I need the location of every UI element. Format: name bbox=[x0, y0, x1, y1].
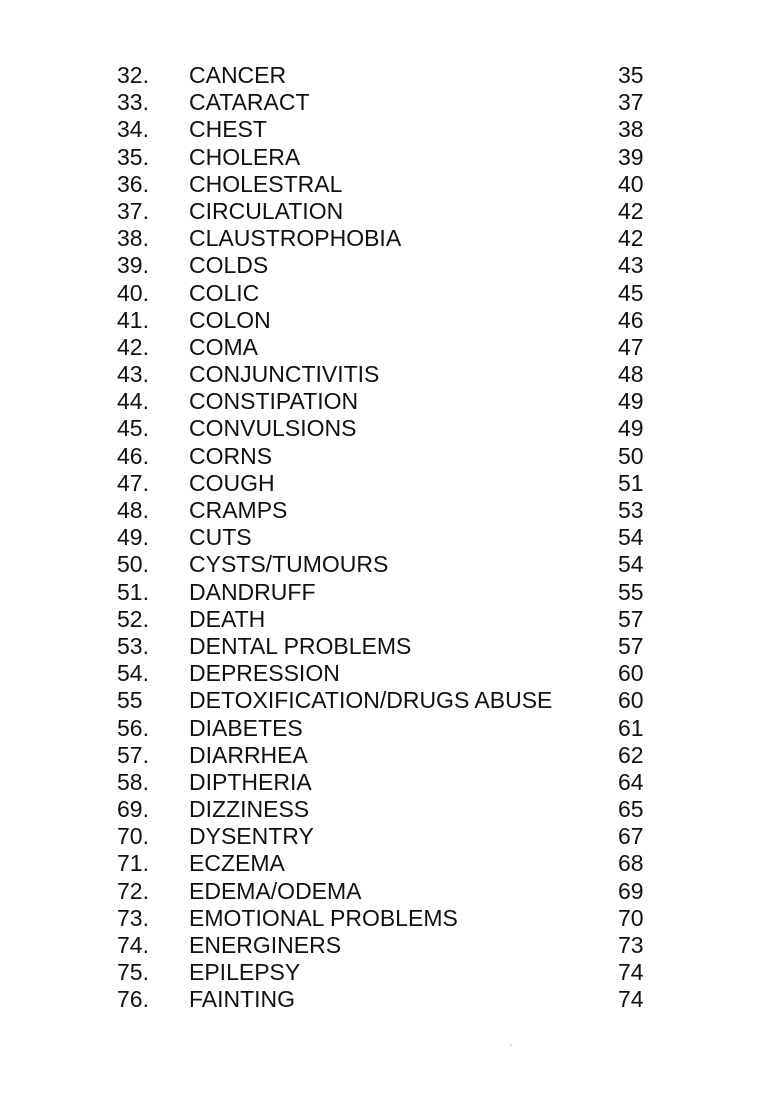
entry-number: 72. bbox=[117, 877, 149, 904]
toc-entry bbox=[0, 850, 780, 877]
entry-number: 32. bbox=[117, 62, 149, 88]
entry-page-number: 42 bbox=[618, 225, 644, 252]
entry-title: COUGH bbox=[189, 469, 275, 496]
entry-title: CRAMPS bbox=[189, 497, 288, 523]
entry-title: DEATH bbox=[189, 605, 266, 632]
table-of-contents bbox=[0, 62, 780, 1014]
entry-number: 48. bbox=[117, 497, 149, 523]
toc-entry bbox=[0, 579, 780, 606]
entry-title: CIRCULATION bbox=[189, 197, 344, 224]
entry-title: DIPTHERIA bbox=[189, 768, 312, 795]
toc-entry bbox=[0, 524, 780, 551]
entry-number: 35. bbox=[117, 143, 149, 170]
entry-number: 47. bbox=[117, 469, 149, 496]
entry-title: CORNS bbox=[189, 442, 273, 469]
toc-entry bbox=[0, 823, 780, 850]
toc-entry bbox=[0, 687, 780, 714]
entry-title: DIABETES bbox=[189, 714, 303, 741]
entry-page-number: 49 bbox=[618, 415, 644, 442]
entry-number: 46. bbox=[117, 442, 149, 469]
entry-page-number: 40 bbox=[618, 170, 644, 197]
entry-title: COLIC bbox=[189, 279, 260, 306]
entry-title: COLON bbox=[189, 306, 271, 333]
entry-page-number: 74 bbox=[618, 986, 644, 1013]
entry-page-number: 61 bbox=[618, 714, 644, 741]
entry-title: ENERGINERS bbox=[189, 932, 342, 958]
entry-title: DIARRHEA bbox=[189, 741, 308, 768]
toc-entry bbox=[0, 551, 780, 578]
entry-page-number: 50 bbox=[618, 442, 644, 469]
entry-number: 39. bbox=[117, 252, 149, 279]
entry-number: 43. bbox=[117, 361, 149, 388]
entry-title: EPILEPSY bbox=[189, 959, 301, 986]
entry-page-number: 42 bbox=[618, 197, 644, 224]
entry-page-number: 64 bbox=[618, 768, 644, 795]
entry-page-number: 74 bbox=[618, 959, 644, 986]
entry-title: CUTS bbox=[189, 524, 252, 551]
entry-page-number: 65 bbox=[618, 796, 644, 823]
entry-title: DENTAL PROBLEMS bbox=[189, 632, 412, 659]
toc-entry bbox=[0, 878, 780, 905]
toc-entry bbox=[0, 633, 780, 660]
entry-title: DIZZINESS bbox=[189, 796, 310, 823]
entry-title: FAINTING bbox=[189, 986, 296, 1013]
toc-entry bbox=[0, 660, 780, 687]
entry-page-number: 62 bbox=[618, 741, 644, 768]
toc-entry bbox=[0, 796, 780, 823]
entry-number: 58. bbox=[117, 768, 149, 795]
toc-entry bbox=[0, 361, 780, 388]
entry-title: CHEST bbox=[189, 116, 267, 143]
entry-page-number: 53 bbox=[618, 497, 644, 523]
entry-title: CLAUSTROPHOBIA bbox=[189, 225, 402, 252]
entry-title: EDEMA/ODEMA bbox=[189, 877, 362, 904]
entry-page-number: 68 bbox=[618, 850, 644, 877]
entry-number: 54. bbox=[117, 660, 149, 687]
toc-entry bbox=[0, 986, 780, 1013]
entry-title: EMOTIONAL PROBLEMS bbox=[189, 904, 458, 931]
entry-number: 51. bbox=[117, 578, 149, 605]
entry-title: COLDS bbox=[189, 252, 269, 279]
toc-entry bbox=[0, 470, 780, 497]
entry-number: 73. bbox=[117, 904, 149, 931]
entry-page-number: 35 bbox=[618, 62, 644, 88]
entry-number: 53. bbox=[117, 632, 149, 659]
entry-number: 36. bbox=[117, 170, 149, 197]
entry-title: CONJUNCTIVITIS bbox=[189, 361, 380, 388]
toc-entry bbox=[0, 742, 780, 769]
entry-number: 41. bbox=[117, 306, 149, 333]
toc-entry bbox=[0, 715, 780, 742]
entry-title: DEPRESSION bbox=[189, 660, 340, 687]
toc-entry bbox=[0, 307, 780, 334]
toc-entry bbox=[0, 62, 780, 89]
scan-speck bbox=[510, 1044, 512, 1046]
toc-entry bbox=[0, 198, 780, 225]
entry-number: 40. bbox=[117, 279, 149, 306]
entry-page-number: 46 bbox=[618, 306, 644, 333]
entry-page-number: 39 bbox=[618, 143, 644, 170]
entry-page-number: 37 bbox=[618, 89, 644, 116]
toc-entry bbox=[0, 443, 780, 470]
entry-number: 56. bbox=[117, 714, 149, 741]
toc-entry bbox=[0, 171, 780, 198]
entry-number: 76. bbox=[117, 986, 149, 1013]
entry-page-number: 70 bbox=[618, 904, 644, 931]
entry-page-number: 60 bbox=[618, 660, 644, 687]
toc-entry bbox=[0, 959, 780, 986]
entry-title: CONVULSIONS bbox=[189, 415, 357, 442]
entry-title: CANCER bbox=[189, 62, 287, 88]
entry-page-number: 38 bbox=[618, 116, 644, 143]
toc-entry bbox=[0, 497, 780, 524]
toc-entry bbox=[0, 769, 780, 796]
entry-title: DYSENTRY bbox=[189, 823, 314, 850]
entry-number: 71. bbox=[117, 850, 149, 877]
entry-page-number: 57 bbox=[618, 632, 644, 659]
entry-page-number: 47 bbox=[618, 333, 644, 360]
toc-entry bbox=[0, 116, 780, 143]
entry-title: DANDRUFF bbox=[189, 578, 316, 605]
entry-page-number: 73 bbox=[618, 932, 644, 958]
toc-entry bbox=[0, 932, 780, 959]
entry-number: 70. bbox=[117, 823, 149, 850]
toc-entry bbox=[0, 280, 780, 307]
entry-page-number: 51 bbox=[618, 469, 644, 496]
entry-number: 42. bbox=[117, 333, 149, 360]
entry-number: 49. bbox=[117, 524, 149, 551]
entry-page-number: 57 bbox=[618, 605, 644, 632]
entry-number: 74. bbox=[117, 932, 149, 958]
entry-page-number: 48 bbox=[618, 361, 644, 388]
entry-number: 33. bbox=[117, 89, 149, 116]
entry-page-number: 60 bbox=[618, 687, 644, 714]
entry-number: 69. bbox=[117, 796, 149, 823]
entry-page-number: 54 bbox=[618, 551, 644, 578]
entry-number: 44. bbox=[117, 388, 149, 415]
entry-number: 37. bbox=[117, 197, 149, 224]
entry-number: 52. bbox=[117, 605, 149, 632]
toc-entry bbox=[0, 334, 780, 361]
entry-page-number: 69 bbox=[618, 877, 644, 904]
entry-number: 55 bbox=[117, 687, 143, 714]
entry-page-number: 67 bbox=[618, 823, 644, 850]
entry-page-number: 54 bbox=[618, 524, 644, 551]
entry-number: 57. bbox=[117, 741, 149, 768]
toc-entry bbox=[0, 905, 780, 932]
toc-entry bbox=[0, 144, 780, 171]
toc-entry bbox=[0, 225, 780, 252]
entry-title: ECZEMA bbox=[189, 850, 285, 877]
entry-number: 50. bbox=[117, 551, 149, 578]
entry-title: DETOXIFICATION/DRUGS ABUSE bbox=[189, 687, 553, 714]
entry-title: CATARACT bbox=[189, 89, 310, 116]
entry-title: CONSTIPATION bbox=[189, 388, 359, 415]
entry-title: CHOLESTRAL bbox=[189, 170, 343, 197]
entry-page-number: 45 bbox=[618, 279, 644, 306]
entry-title: CYSTS/TUMOURS bbox=[189, 551, 389, 578]
entry-page-number: 43 bbox=[618, 252, 644, 279]
entry-title: COMA bbox=[189, 333, 258, 360]
entry-title: CHOLERA bbox=[189, 143, 301, 170]
toc-entry bbox=[0, 252, 780, 279]
toc-entry bbox=[0, 388, 780, 415]
entry-number: 34. bbox=[117, 116, 149, 143]
toc-entry bbox=[0, 415, 780, 442]
entry-number: 38. bbox=[117, 225, 149, 252]
toc-entry bbox=[0, 89, 780, 116]
entry-page-number: 49 bbox=[618, 388, 644, 415]
entry-number: 75. bbox=[117, 959, 149, 986]
entry-number: 45. bbox=[117, 415, 149, 442]
toc-entry bbox=[0, 606, 780, 633]
entry-page-number: 55 bbox=[618, 578, 644, 605]
